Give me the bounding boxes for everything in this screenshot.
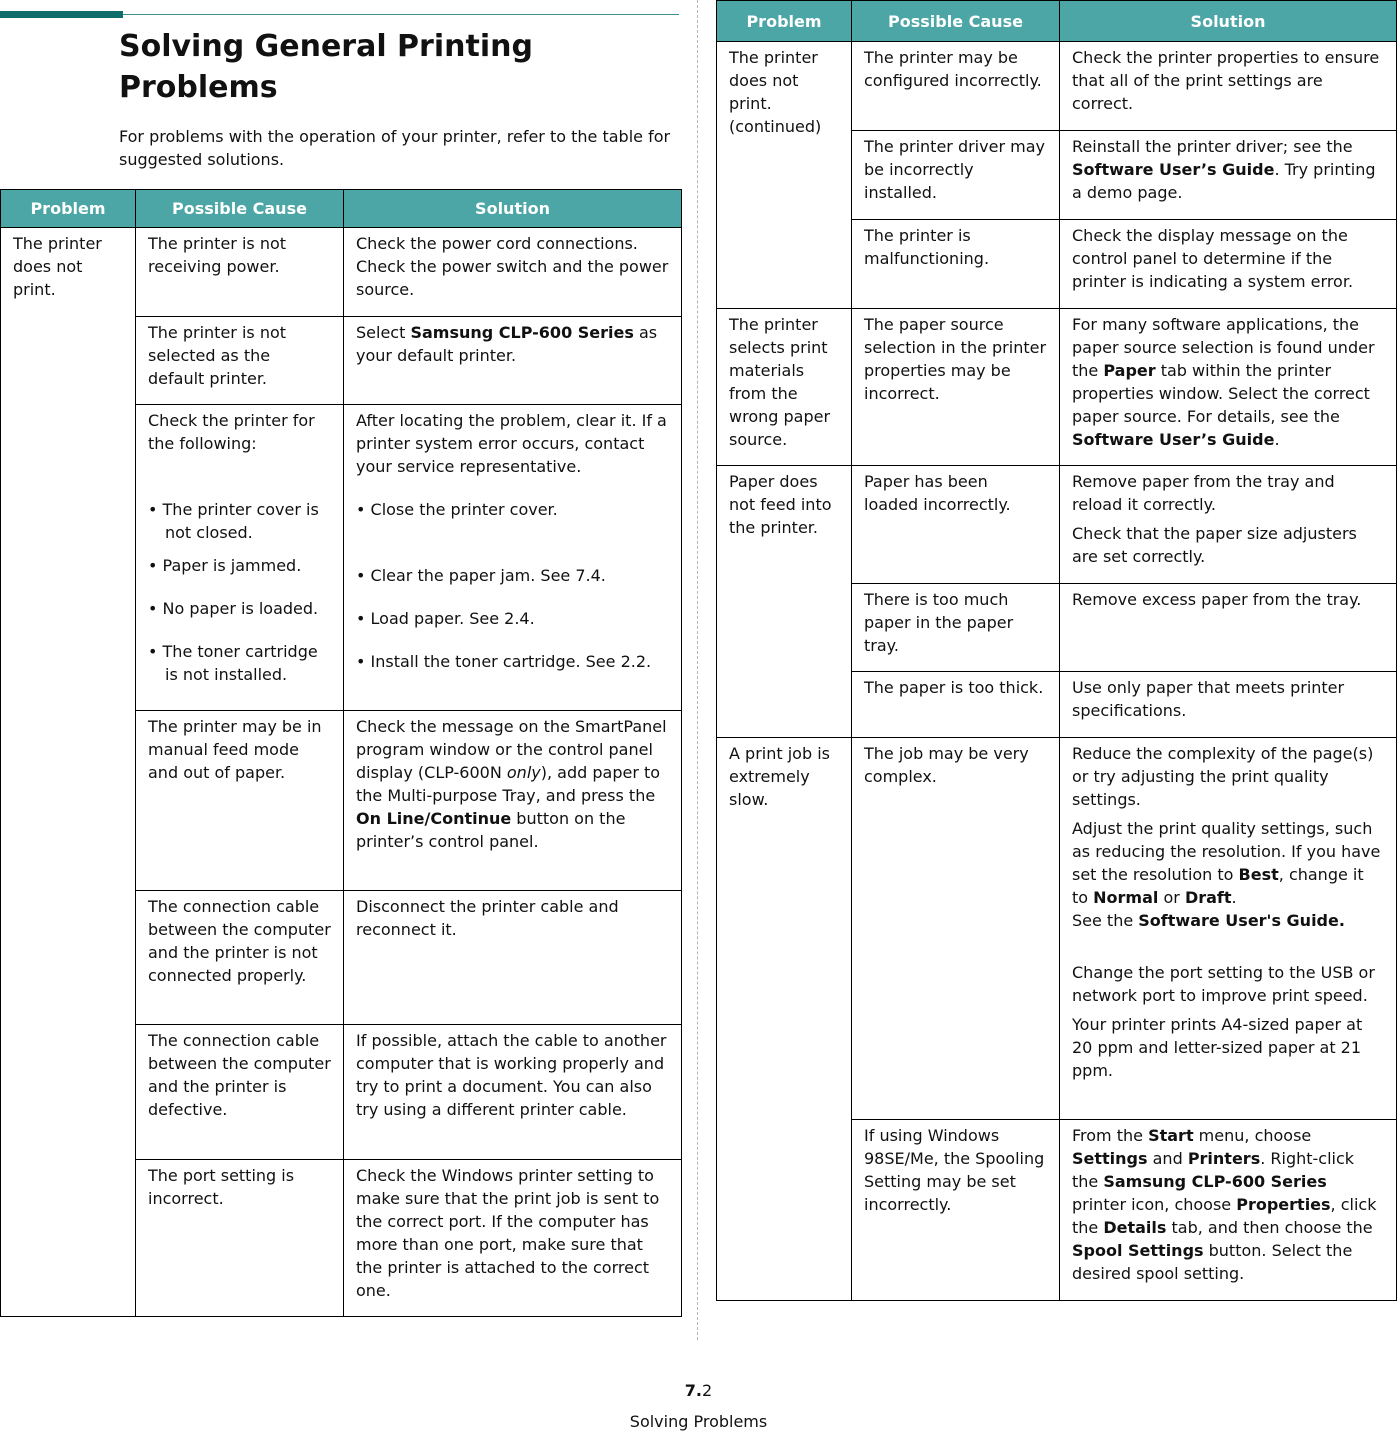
text-run: button on the printer’s control panel. (356, 809, 626, 851)
table-row (717, 42, 1397, 131)
table-row (717, 738, 1397, 1120)
text-run: as your default printer. (356, 323, 658, 365)
menu-settings: Settings (1072, 1149, 1148, 1168)
text-run: From the (1072, 1126, 1149, 1145)
cause-cell (136, 405, 344, 711)
solution-cell (1060, 466, 1397, 584)
button-spool-settings: Spool Settings (1072, 1241, 1204, 1260)
intro-text: For problems with the operation of your printer, refer to the table for suggested solutions. (119, 127, 671, 169)
solution-cell (1060, 738, 1397, 1120)
header-solution: Solution (344, 190, 682, 228)
page-footer-label: Solving Problems (629, 1412, 768, 1431)
text-run: tab within the printer properties window. Select the correct paper source. For details, see the (1072, 361, 1370, 426)
solution-cell (344, 317, 682, 405)
troubleshooting-table-left (0, 189, 682, 1317)
setting-normal: Normal (1093, 888, 1159, 907)
table-header-row (1, 190, 682, 228)
text-run: See the (1072, 911, 1139, 930)
troubleshooting-table-right (716, 0, 1397, 1301)
text-run: Check the message on the SmartPanel program window or the control panel display (CLP-600N (356, 717, 667, 782)
solution-cell: Remove excess paper from the tray. (1060, 584, 1397, 672)
cause-cell: Paper has been loaded incorrectly. (852, 466, 1060, 584)
header-problem: Problem (1, 190, 136, 228)
list-item: • Close the printer cover. (356, 500, 558, 519)
setting-best: Best (1238, 865, 1279, 884)
table-row (717, 309, 1397, 466)
text-run: . (1231, 888, 1237, 907)
solution-paragraph: Check that the paper size adjusters are set correctly. (1072, 524, 1357, 566)
product-name: Samsung CLP-600 Series (410, 323, 634, 342)
cause-cell: The printer driver may be incorrectly installed. (852, 131, 1060, 220)
menu-properties: Properties (1236, 1195, 1331, 1214)
cause-head: Check the printer for the following: (148, 411, 315, 453)
header-rule (123, 14, 679, 15)
solution-cell: Use only paper that meets printer specifications. (1060, 672, 1397, 738)
solution-cell (344, 405, 682, 711)
cause-cell: The paper source selection in the printer properties may be incorrect. (852, 309, 1060, 466)
setting-draft: Draft (1184, 888, 1232, 907)
page-title: Solving General Printing Problems (119, 29, 533, 105)
list-item: • No paper is loaded. (148, 599, 319, 618)
solution-cell: Check the display message on the control panel to determine if the printer is indicating a system error. (1060, 220, 1397, 309)
solution-cell: Check the printer properties to ensure that all of the print settings are correct. (1060, 42, 1397, 131)
tab-details: Details (1103, 1218, 1167, 1237)
header-cause: Possible Cause (852, 1, 1060, 42)
table-header-row (717, 1, 1397, 42)
accent-bar (0, 11, 123, 18)
cause-cell: The connection cable between the computer and the printer is not connected properly. (136, 891, 344, 1025)
text-run: . Right-click the (1072, 1149, 1355, 1191)
table-row (1, 228, 682, 317)
table-row (717, 466, 1397, 584)
list-item: • Load paper. See 2.4. (356, 609, 535, 628)
column-divider (697, 0, 698, 1340)
text-run: button. Select the desired spool setting. (1072, 1241, 1353, 1283)
solution-paragraph: Remove paper from the tray and reload it correctly. (1072, 472, 1335, 514)
solution-cell (1060, 1120, 1397, 1301)
text-run: Reinstall the printer driver; see the (1072, 137, 1353, 156)
cause-cell: The printer is not receiving power. (136, 228, 344, 317)
guide-name: Software User's Guide. (1138, 911, 1345, 930)
solution-paragraph: Reduce the complexity of the page(s) or try adjusting the print quality settings. (1072, 744, 1374, 809)
problem-cell: The printer does not print. (1, 228, 136, 1317)
solution-paragraph: Change the port setting to the USB or network port to improve print speed. (1072, 963, 1375, 1005)
menu-start: Start (1148, 1126, 1194, 1145)
text-run: Select (356, 323, 411, 342)
text-run: only (506, 763, 541, 782)
cause-cell: The printer may be in manual feed mode and out of paper. (136, 711, 344, 891)
solution-paragraph: Your printer prints A4-sized paper at 20 ppm and letter-sized paper at 21 ppm. (1072, 1015, 1363, 1080)
solution-cell: Check the power cord connections. Check the power switch and the power source. (344, 228, 682, 317)
page-number-page: 2 (702, 1381, 713, 1400)
text-run: or (1158, 888, 1185, 907)
solution-cell (1060, 309, 1397, 466)
solution-cell (1060, 131, 1397, 220)
problem-cell: Paper does not feed into the printer. (717, 466, 852, 738)
solution-head: After locating the problem, clear it. If a printer system error occurs, contact your service representative. (356, 411, 667, 476)
list-item: • The printer cover is not closed. (148, 500, 319, 542)
page-number (0, 1379, 1397, 1402)
text-run: , click the (1072, 1195, 1377, 1237)
list-item: • The toner cartridge is not installed. (148, 642, 318, 684)
cause-cell: The paper is too thick. (852, 672, 1060, 738)
cause-cell: There is too much paper in the paper tray. (852, 584, 1060, 672)
solution-cell (344, 711, 682, 891)
text-run: and (1147, 1149, 1188, 1168)
text-run: , change it to (1072, 865, 1364, 907)
list-item: • Paper is jammed. (148, 556, 302, 575)
text-run: printer icon, choose (1072, 1195, 1237, 1214)
text-run: . Try printing a demo page. (1072, 160, 1376, 202)
menu-printers: Printers (1187, 1149, 1261, 1168)
text-run: Adjust the print quality settings, such as reducing the resolution. If you have set the resolution to (1072, 819, 1381, 884)
cause-cell: The printer may be configured incorrectly. (852, 42, 1060, 131)
cause-cell: The job may be very complex. (852, 738, 1060, 1120)
text-run: menu, choose (1193, 1126, 1312, 1145)
list-item: • Install the toner cartridge. See 2.2. (356, 652, 652, 671)
header-problem: Problem (717, 1, 852, 42)
cause-cell: If using Windows 98SE/Me, the Spooling Setting may be set incorrectly. (852, 1120, 1060, 1301)
page-number-chapter: 7. (684, 1381, 703, 1400)
guide-name: Software User’s Guide (1072, 430, 1275, 449)
text-run: For many software applications, the paper source selection is found under the (1072, 315, 1375, 380)
header-cause: Possible Cause (136, 190, 344, 228)
text-run: . (1274, 430, 1280, 449)
solution-cell: If possible, attach the cable to another computer that is working properly and try to print a document. You can also try using a different printer cable. (344, 1025, 682, 1160)
solution-paragraph (1072, 909, 1384, 932)
list-item: • Clear the paper jam. See 7.4. (356, 566, 606, 585)
cause-cell: The connection cable between the computer and the printer is defective. (136, 1025, 344, 1160)
guide-name: Software User’s Guide (1072, 160, 1275, 179)
header-solution: Solution (1060, 1, 1397, 42)
cause-cell: The port setting is incorrect. (136, 1160, 344, 1317)
solution-cell: Disconnect the printer cable and reconnect it. (344, 891, 682, 1025)
text-run: ), add paper to the Multi-purpose Tray, and press the (356, 763, 661, 805)
problem-cell: The printer does not print. (continued) (717, 42, 852, 309)
problem-cell: The printer selects print materials from the wrong paper source. (717, 309, 852, 466)
solution-cell: Check the Windows printer setting to make sure that the print job is sent to the correct port. If the computer has more than one port, make sure that the printer is attached to the correct one. (344, 1160, 682, 1317)
button-name: On Line/Continue (356, 809, 512, 828)
cause-cell: The printer is malfunctioning. (852, 220, 1060, 309)
problem-cell: A print job is extremely slow. (717, 738, 852, 1301)
cause-cell: The printer is not selected as the default printer. (136, 317, 344, 405)
text-run: tab, and then choose the (1166, 1218, 1373, 1237)
tab-name: Paper (1103, 361, 1156, 380)
solution-paragraph (1072, 817, 1384, 909)
product-name: Samsung CLP-600 Series (1103, 1172, 1327, 1191)
